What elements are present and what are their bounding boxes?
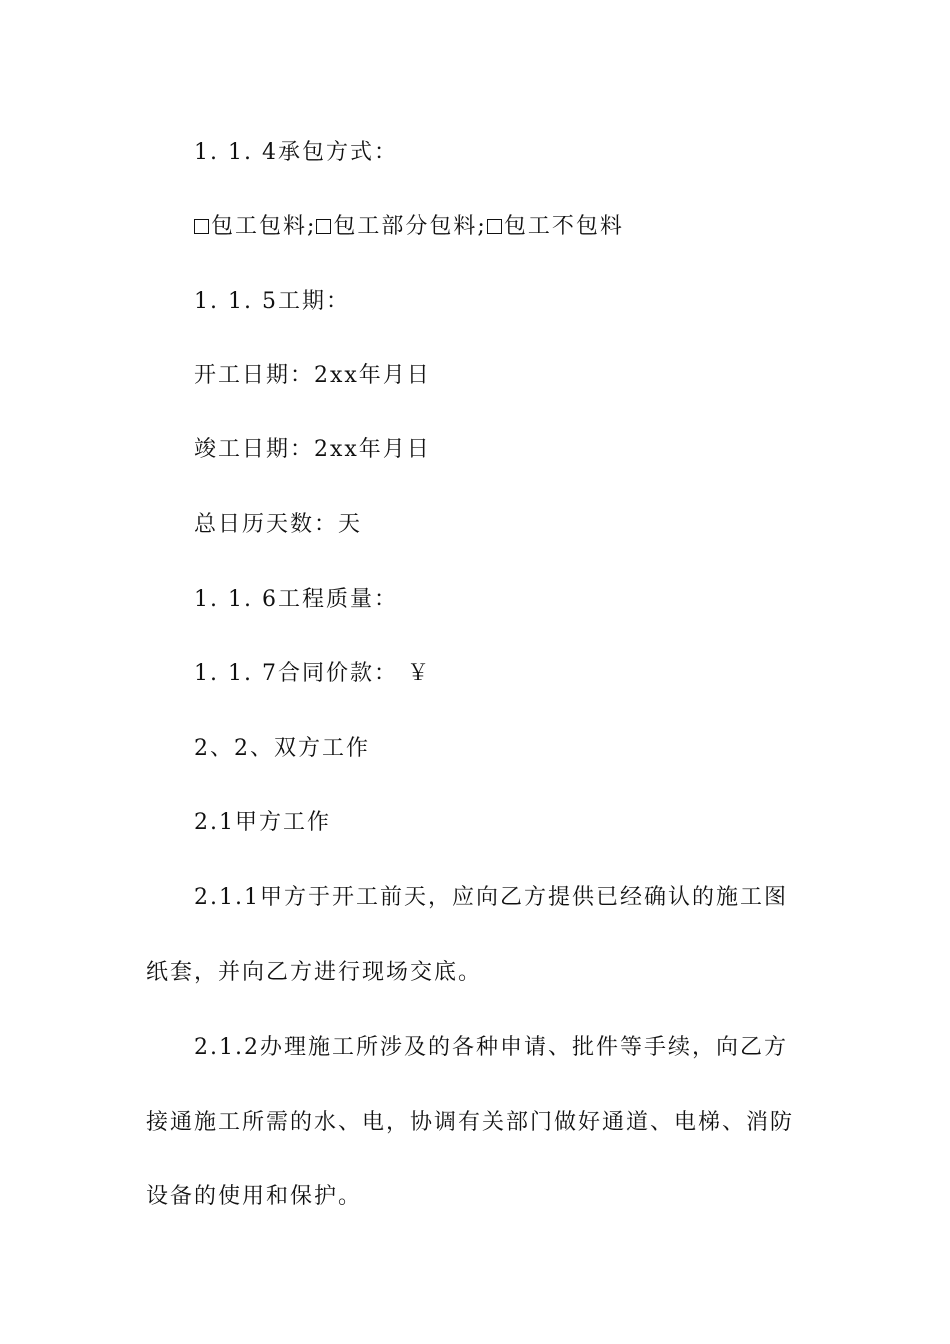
section-2-1-heading: 2.1甲方工作 xyxy=(194,810,331,835)
checkbox-icon[interactable] xyxy=(487,219,502,234)
contract-mode-options xyxy=(194,212,624,242)
option-labor-only[interactable]: 包工不包料 xyxy=(487,214,624,239)
section-1-1-4-heading: 1. 1. 4承包方式： xyxy=(194,140,398,165)
section-1-1-6-heading: 1. 1. 6工程质量： xyxy=(194,587,398,612)
option-labor-partial-materials[interactable]: 包工部分包料; xyxy=(316,214,486,239)
section-2-heading: 2、2、双方工作 xyxy=(194,736,370,761)
option-labor-and-materials[interactable]: 包工包料; xyxy=(194,214,316,239)
section-1-1-7-heading: 1. 1. 7合同价款： ￥ xyxy=(194,661,431,686)
checkbox-icon[interactable] xyxy=(316,219,331,234)
paragraph-2-1-2-line-3: 设备的使用和保护。 xyxy=(146,1184,363,1209)
paragraph-2-1-2-line-1: 2.1.2办理施工所涉及的各种申请、批件等手续，向乙方 xyxy=(194,1035,788,1060)
paragraph-2-1-2-line-2: 接通施工所需的水、电，协调有关部门做好通道、电梯、消防 xyxy=(146,1110,795,1135)
total-days-line: 总日历天数：天 xyxy=(194,512,363,537)
section-1-1-5-heading: 1. 1. 5工期： xyxy=(194,289,350,314)
completion-date-line: 竣工日期：2xx年月日 xyxy=(194,437,431,462)
paragraph-2-1-1-line-1: 2.1.1甲方于开工前天，应向乙方提供已经确认的施工图 xyxy=(194,885,788,910)
start-date-line: 开工日期：2xx年月日 xyxy=(194,363,431,388)
paragraph-2-1-1-line-2: 纸套，并向乙方进行现场交底。 xyxy=(146,960,483,985)
checkbox-icon[interactable] xyxy=(194,219,209,234)
